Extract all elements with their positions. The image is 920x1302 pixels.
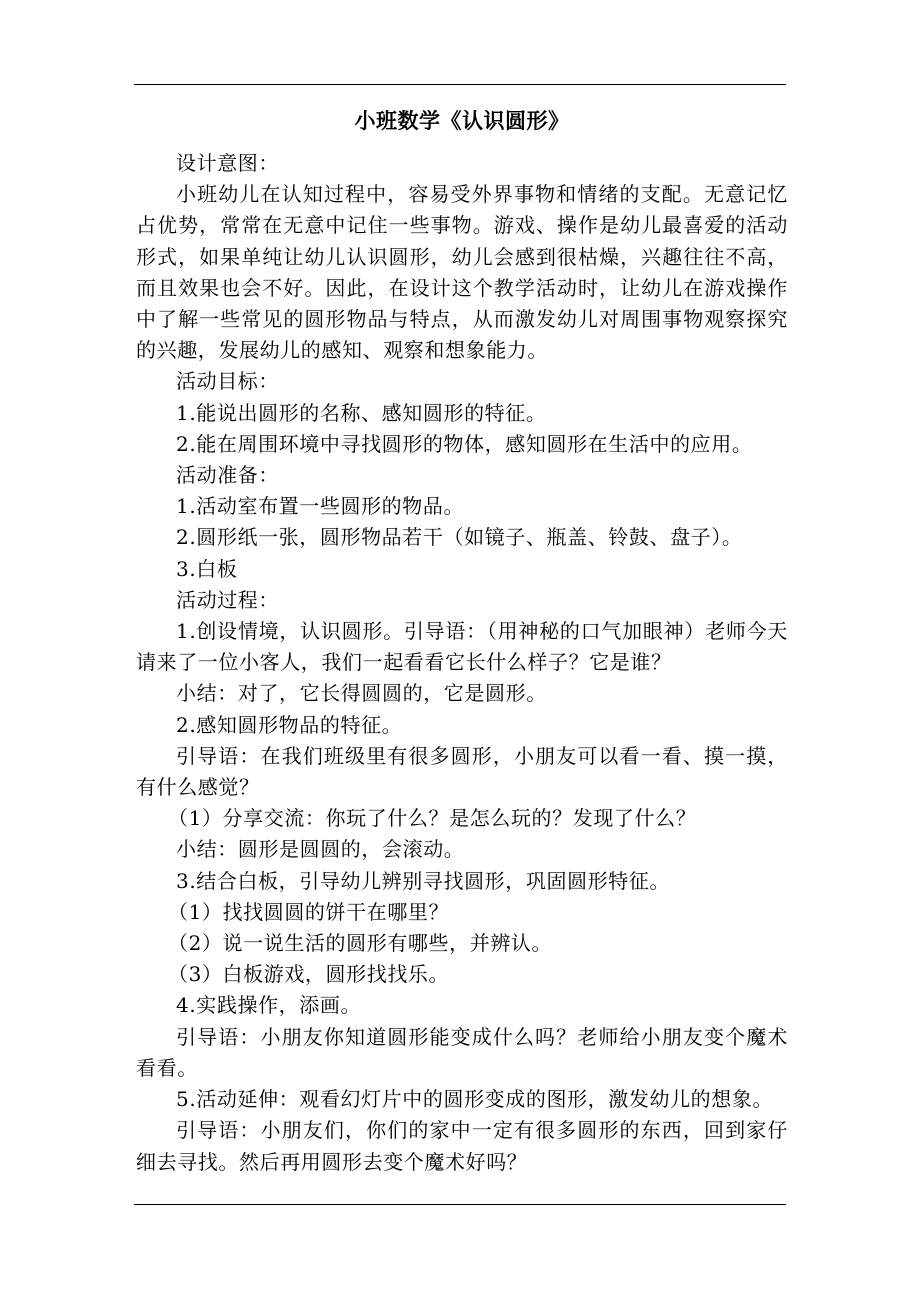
process-summary: 小结：对了，它长得圆圆的，它是圆形。 (176, 681, 547, 706)
preparation-item: 2.圆形纸一张，圆形物品若干（如镜子、瓶盖、铃鼓、盘子）。 (176, 525, 743, 550)
preparation-item: 1.活动室布置一些圆形的物品。 (176, 494, 465, 519)
process-substep: （1）找找圆圆的饼干在哪里？ (168, 899, 450, 924)
section-heading-goals: 活动目标： (176, 369, 279, 394)
process-guide: 引导语：小朋友你知道圆形能变成什么吗？老师给小朋友变个魔术看看。 (136, 1024, 788, 1080)
design-intent-paragraph: 小班幼儿在认知过程中，容易受外界事物和情绪的支配。无意记忆占优势，常常在无意中记住一些事物。游戏、操作是幼儿最喜爱的活动形式，如果单纯让幼儿认识圆形，幼儿会感到很枯燥，兴趣往往不高，而且效果也会不好。因此，在设计这个教学活动时，让幼儿在游戏操作中了解一些常见的圆形物品与特点，从而激发幼儿对周围事物观察探究的兴趣，发展幼儿的感知、观察和想象能力。 (136, 182, 788, 363)
process-substep: （3）白板游戏，圆形找找乐。 (168, 962, 450, 987)
process-step: 3.结合白板，引导幼儿辨别寻找圆形，巩固圆形特征。 (176, 868, 671, 893)
process-step: 5.活动延伸：观看幻灯片中的圆形变成的图形，激发幼儿的想象。 (176, 1087, 774, 1112)
process-guide: 引导语：在我们班级里有很多圆形，小朋友可以看一看、摸一摸，有什么感觉？ (136, 743, 788, 800)
process-substep: （1）分享交流：你玩了什么？是怎么玩的？发现了什么？ (168, 806, 697, 831)
section-heading-process: 活动过程： (176, 587, 279, 612)
process-step: 4.实践操作，添画。 (176, 993, 362, 1018)
document-title: 小班数学《认识圆形》 (354, 109, 570, 133)
process-guide: 引导语：小朋友们，你们的家中一定有很多圆形的东西，回到家仔细去寻找。然后再用圆形去变个魔术好吗？ (136, 1118, 788, 1174)
document-body (136, 106, 788, 1178)
section-heading-design-intent: 设计意图： (176, 151, 279, 175)
section-heading-preparation: 活动准备： (176, 463, 279, 488)
goal-item: 2.能在周围环境中寻找圆形的物体，感知圆形在生活中的应用。 (176, 431, 753, 456)
goal-item: 1.能说出圆形的名称、感知圆形的特征。 (176, 400, 547, 425)
process-summary: 小结：圆形是圆圆的，会滚动。 (176, 837, 465, 862)
process-step: 2.感知圆形物品的特征。 (176, 712, 403, 737)
preparation-item: 3.白板 (176, 556, 238, 581)
process-step: 1.创设情境，认识圆形。引导语：（用神秘的口气加眼神）老师今天请来了一位小客人，我们一起看看它长什么样子？它是谁？ (136, 619, 788, 675)
footer-rule (134, 1204, 786, 1205)
header-rule (134, 84, 786, 85)
process-substep: （2）说一说生活的圆形有哪些，并辨认。 (168, 931, 553, 956)
